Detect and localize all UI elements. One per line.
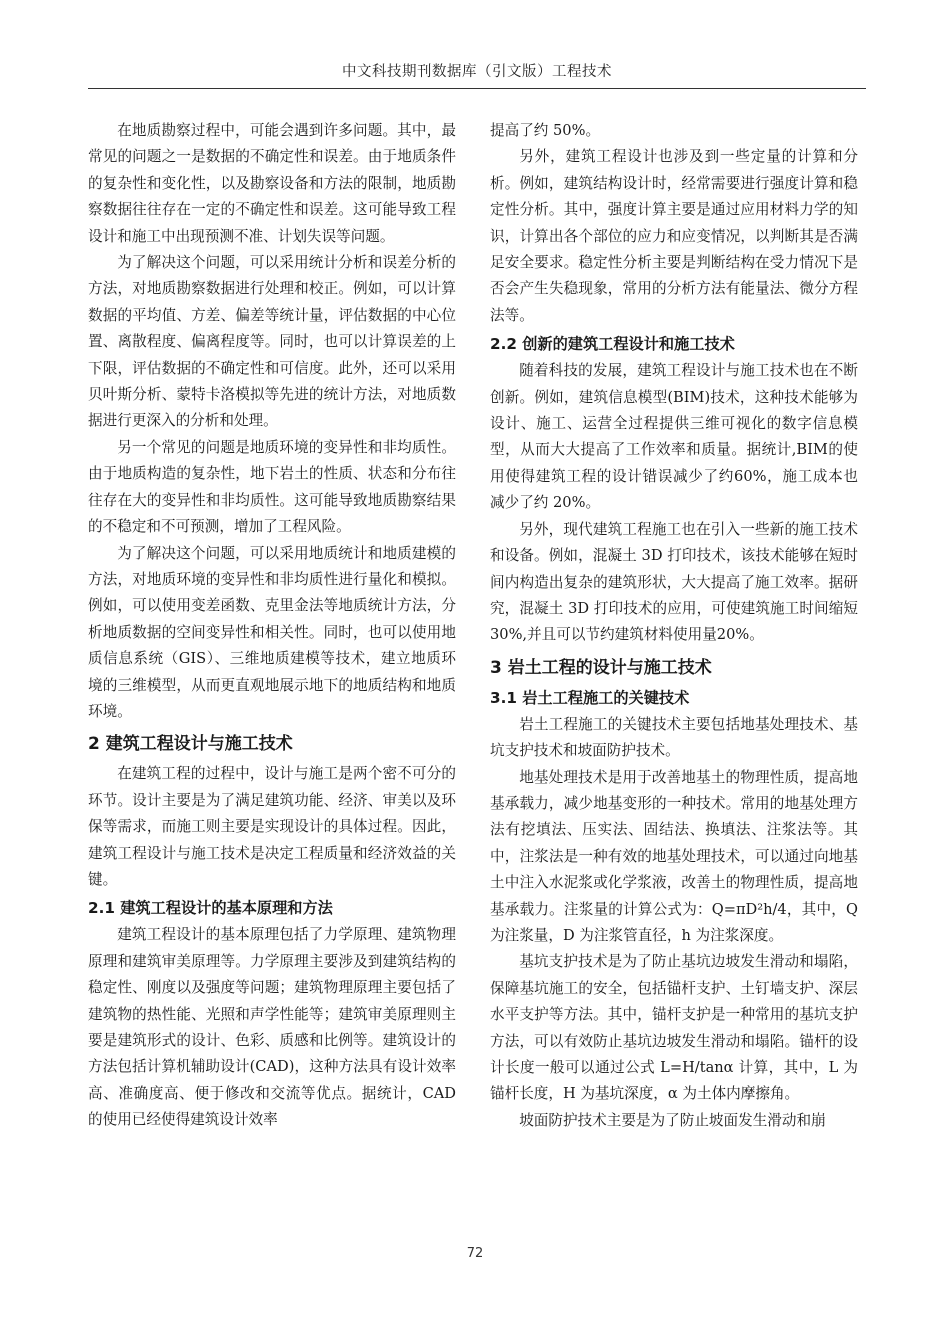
subsection-heading-2-2: 2.2 创新的建筑工程设计和施工技术 (490, 335, 735, 354)
page-number: 72 (466, 1246, 484, 1261)
paragraph: 在地质勘察过程中，可能会遇到许多问题。其中，最常见的问题之一是数据的不确定性和误差。由于地质条件的复杂性和变化性，以及勘察设备和方法的限制，地质勘察数据往往存在一定的不确定性和误差。这可能导致工程设计和施工中出现预测不准、计划失误等问题。 (88, 122, 456, 245)
subsection-heading-2-1: 2.1 建筑工程设计的基本原理和方法 (88, 899, 333, 918)
right-column (490, 118, 858, 1134)
section-heading-2: 2 建筑工程设计与施工技术 (88, 734, 293, 755)
paragraph: 另外，现代建筑工程施工也在引入一些新的施工技术和设备。例如，混凝土 3D 打印技术，该技术能够在短时间内构造出复杂的建筑形状，大大提高了施工效率。据研究，混凝土 3D 打印技术的应用，可使建筑施工时间缩短30%,并且可以节约建筑材料使用量20%。 (490, 520, 858, 644)
paragraph: 建筑工程设计的基本原理包括了力学原理、建筑物理原理和建筑审美原理等。力学原理主要涉及到建筑结构的稳定性、刚度以及强度等问题；建筑物理原理主要包括了建筑物的热性能、光照和声学性能等；建筑审美原理则主要是建筑形式的设计、色彩、质感和比例等。建筑设计的方法包括计算机辅助设计(CAD)，这种方法具有设计效率高、准确度高、便于修改和交流等优点。据统计，CAD的使用已经使得建筑设计效率 (88, 926, 456, 1129)
left-column (88, 118, 456, 1134)
header-rule (88, 88, 866, 89)
paragraph: 在建筑工程的过程中，设计与施工是两个密不可分的环节。设计主要是为了满足建筑功能、经济、审美以及环保等需求，而施工则主要是实现设计的具体过程。因此，建筑工程设计与施工技术是决定工程质量和经济效益的关键。 (88, 765, 456, 888)
paragraph: 地基处理技术是用于改善地基土的物理性质，提高地基承载力，减少地基变形的一种技术。常用的地基处理方法有挖填法、压实法、固结法、换填法、注浆法等。其中，注浆法是一种有效的地基处理技术，可以通过向地基土中注入水泥浆或化学浆液，改善土的物理性质，提高地基承载力。注浆量的计算公式为：Q=πD²h/4，其中，Q 为注浆量，D 为注浆管直径，h 为注浆深度。 (490, 768, 858, 944)
subsection-heading-3-1: 3.1 岩土工程施工的关键技术 (490, 688, 690, 707)
paragraph: 为了解决这个问题，可以采用地质统计和地质建模的方法，对地质环境的变异性和非均质性进行量化和模拟。例如，可以使用变差函数、克里金法等地质统计方法，分析地质数据的空间变异性和相关性。同时，也可以使用地质信息系统（GIS）、三维地质建模等技术，建立地质环境的三维模型，从而更直观地展示地下的地质结构和地质环境。 (88, 544, 456, 720)
paragraph-continued: 提高了约 50%。 (490, 122, 601, 139)
paragraph: 另外，建筑工程设计也涉及到一些定量的计算和分析。例如，建筑结构设计时，经常需要进行强度计算和稳定性分析。其中，强度计算主要是通过应用材料力学的知识，计算出各个部位的应力和应变情况，以判断其是否满足安全要求。稳定性分析主要是判断结构在受力情况下是否会产生失稳现象，常用的分析方法有能量法、微分方程法等。 (490, 148, 858, 324)
paragraph: 随着科技的发展，建筑工程设计与施工技术也在不断创新。例如，建筑信息模型(BIM)技术，这种技术能够为设计、施工、运营全过程提供三维可视化的数字信息模型，从而大大提高了工作效率和质量。据统计,BIM的使用使得建筑工程的设计错误减少了约60%，施工成本也减少了约 20%。 (490, 362, 858, 512)
paragraph: 另一个常见的问题是地质环境的变异性和非均质性。由于地质构造的复杂性，地下岩土的性质、状态和分布往往存在大的变异性和非均质性。这可能导致地质勘察结果的不稳定和不可预测，增加了工程风险。 (88, 438, 456, 536)
running-header: 中文科技期刊数据库（引文版）工程技术 (342, 64, 612, 80)
paragraph: 为了解决这个问题，可以采用统计分析和误差分析的方法，对地质勘察数据进行处理和校正。例如，可以计算数据的平均值、方差、偏差等统计量，评估数据的中心位置、离散程度、偏离程度等。同时，也可以计算误差的上下限，评估数据的不确定性和可信度。此外，还可以采用贝叶斯分析、蒙特卡洛模拟等先进的统计方法，对地质数据进行更深入的分析和处理。 (88, 254, 456, 430)
paragraph: 基坑支护技术是为了防止基坑边坡发生滑动和塌陷，保障基坑施工的安全，包括锚杆支护、土钉墙支护、深层水平支护等方法。其中，锚杆支护是一种常用的基坑支护方法，可以有效防止基坑边坡发生滑动和塌陷。锚杆的设计长度一般可以通过公式 L=H/tanα 计算，其中，L 为锚杆长度，H 为基坑深度，α 为土体内摩擦角。 (490, 953, 858, 1103)
section-heading-3: 3 岩土工程的设计与施工技术 (490, 657, 712, 678)
paragraph: 岩土工程施工的关键技术主要包括地基处理技术、基坑支护技术和坡面防护技术。 (490, 715, 858, 760)
paragraph: 坡面防护技术主要是为了防止坡面发生滑动和崩 (519, 1111, 826, 1129)
